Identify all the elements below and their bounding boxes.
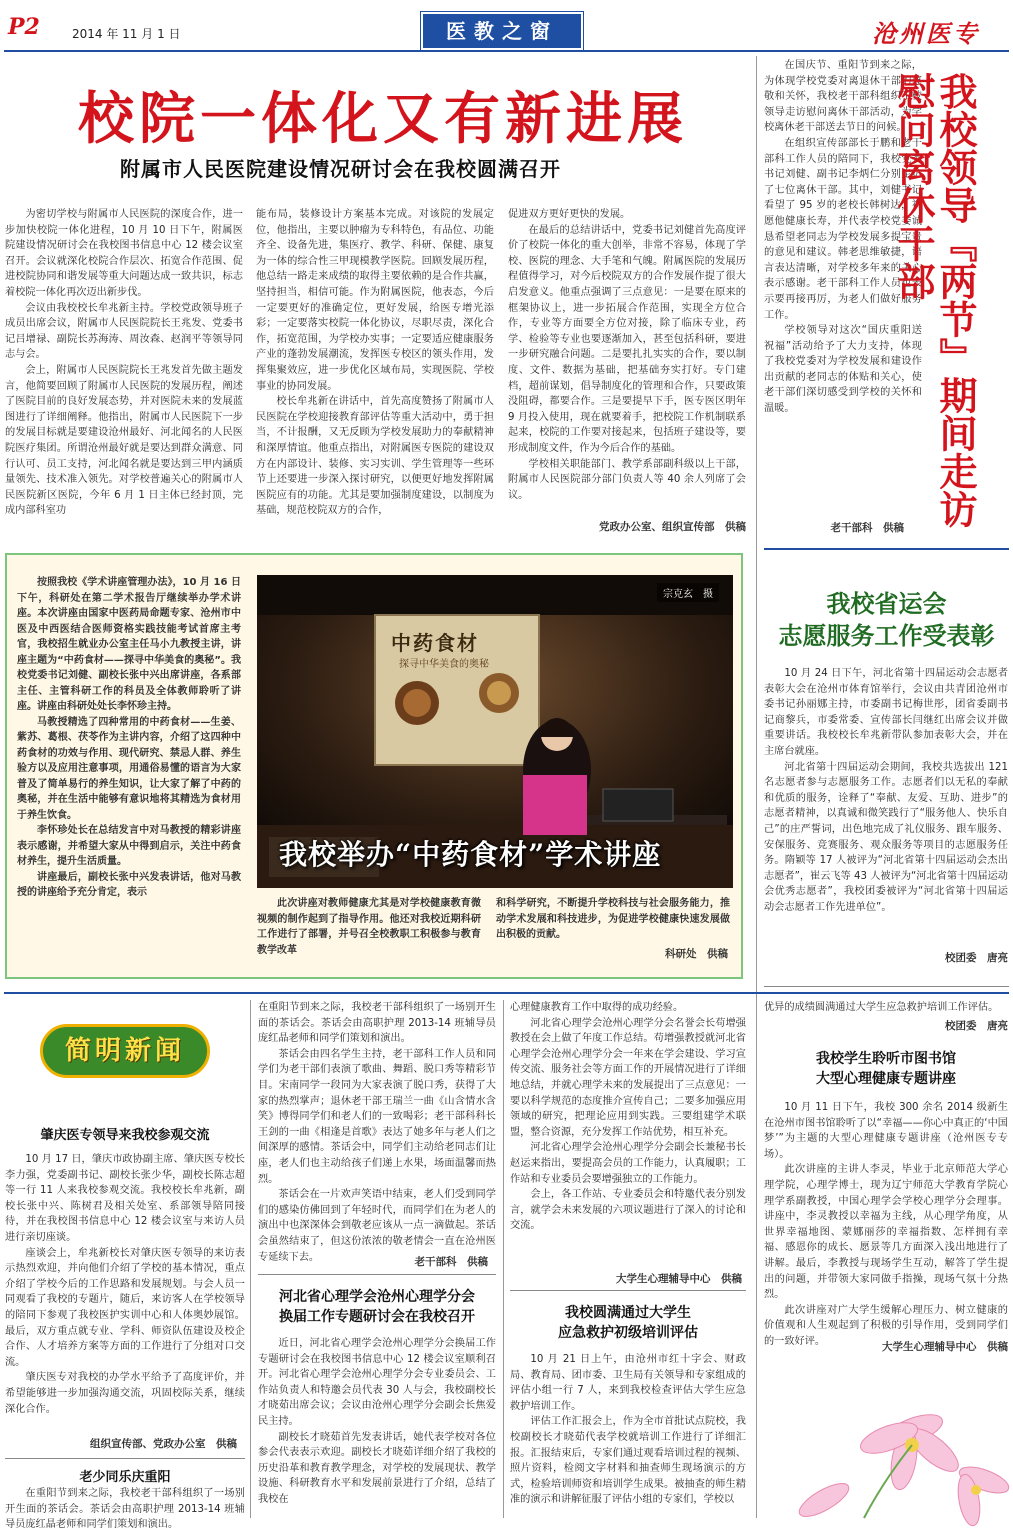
- lead-paragraph: 会上，附属市人民医院院长王兆发首先做主题发言，他简要回顾了附属市人民医院的发展历程，阐述了医院目前的良好发展态势，并对医院未来的发展蓝图进行了详细阐释。他指出，附属市人民医院下一步的发展目标就是要建设沧州最好、河北闻名的人民医院医疗集团。所谓沧州最好就是要达到群众满意、同行认可、员工支持，河北闻名就是要达到三甲内涵质量领先、技术准入领先。对学校普遍关心的附属市人民医院新区医院，今年 6 月 1 日主体已经封顶，完成内部科室功: [5, 364, 243, 517]
- sidebar-mid-headline-line2: 志愿服务工作受表彰: [778, 621, 995, 650]
- library-lecture-byline: 大学生心理辅导中心 供稿: [882, 1341, 1008, 1353]
- brief-item-1-text: [5, 1152, 245, 1434]
- feature-below-left: [257, 896, 481, 964]
- psych-society-paragraph: 副校长才晓茹首先发表讲话，她代表学校对各位参会代表表示欢迎。副校长才晓茹详细介绍了我校的历史沿革和教育教学理念，对学校的发展现状、教学设施、科研教育水平和发展前景进行了介绍，总结了我校在: [258, 1431, 496, 1505]
- col3-paragraph: 会上，各工作站、专业委员会和特邀代表分别发言，就学会未来发展的六项议题进行了深入的讨论和交流。: [510, 1189, 746, 1232]
- brief-paragraph: 肇庆医专对我校的办学水平给予了高度评价，并希望能够进一步加强沟通交流，巩固校际关系，继续深化合作。: [5, 1372, 245, 1415]
- photo-credit: 宗克玄 摄: [657, 583, 719, 602]
- psych-society-title-line1: 河北省心理学会沧州心理学分会: [279, 1289, 475, 1305]
- library-lecture-paragraph: 10 月 11 日下午，我校 300 余名 2014 级新生在沧州市图书馆聆听了以“幸福——你心中真正的‘中国梦’”为主题的大型心理健康专题讲座（沧州医专专场）。: [764, 1102, 1008, 1160]
- brief-paragraph: 座谈会上，牟兆新校长对肇庆医专领导的来访表示热烈欢迎，并向他们介绍了学校的基本情况，重点介绍了学校今后的工作思路和发展规划。与会人员一同观看了我校的专题片，随后，来访客人在学校领导的陪同下参观了我校医护实训中心和人体奥妙展馆。最后，双方重点就专业、学科、师资队伍建设及校企合作、人才培养方案等方面的工作进行了分组对口交流。: [5, 1247, 245, 1368]
- brief-item-1-byline: 组织宣传部、党政办公室 供稿: [90, 1438, 237, 1450]
- brief-paragraph: 10 月 17 日，肇庆市政协副主席、肇庆医专校长李力强，党委副书记、副校长张少华，副校长陈志超等一行 11 人来我校参观交流。我校校长牟兆新，副校长张中兴、陈树君及相关处室、系部领导陪同接待，并在我校图书信息中心 12 楼会议室与来访人员进行亲切座谈。: [5, 1154, 245, 1243]
- first-aid-text: [510, 1352, 746, 1518]
- sidebar-top-byline: 老干部科 供稿: [830, 522, 904, 534]
- library-lecture-paragraph: 此次讲座对广大学生缓解心理压力、树立健康的价值观和人生观起到了积极的引导作用，受到同学们的一致好评。: [764, 1304, 1008, 1347]
- bottom-col-divider-1: [250, 1000, 251, 1518]
- library-lecture-paragraph: 此次讲座的主讲人李灵，毕业于北京师范大学心理学院，心理学博士，现为辽宁师范大学教育学院心理学系副教授，中国心理学会学校心理学分会理事。讲座中，李灵教授以幸福为主线，从心理学角度，从世界幸福地图、蒙娜丽莎的幸福指数、怎样拥有幸福、感恩你的成长、愿景等几方面深入浅出地进行了讲解。最后，李教授与现场学生互动，解答了学生提出的问题，并带领大家同做手指操，现场气氛十分热烈。: [764, 1164, 1008, 1301]
- psych-society-paragraph: 近日，河北省心理学会沧州心理学分会换届工作专题研讨会在我校图书信息中心 12 楼会议室顺利召开。河北省心理学会沧州心理学分会专业委员会、工作站负责人和特邀会员代表 30 人与会，我校副校长才晓茹出席会议；会议由沧州心理学分会副会长焦爱民主持。: [258, 1338, 496, 1427]
- col3-paragraph: 河北省心理学会沧州心理学分会名誉会长苟增强教授在会上做了年度工作总结。苟增强教授就河北省心理学会沧州心理学分会一年来在学会建设、学习宣传交流、服务社会等方面工作的开展情况进行了详细地总结，并就心理学未来的发展提出了三点意见：一要以科学规范的态度推介宣传自己；二要多加强应用领域的研究，把理论应用到实践。三要组建学术联盟，整合资源，充分发挥工作站优势，相互补充。: [510, 1017, 746, 1138]
- page-number: P2: [8, 14, 40, 40]
- lead-paragraph: 校长牟兆新在讲话中，首先高度赞扬了附属市人民医院在学校迎接教育部评估等重大活动中，勇于担当，不计报酬，又无反顾为学校发展助力的奉献精神和深厚情谊。他重点指出，对附属医专医院的建设双方在内部设计、装修、实习实训、学生管理等一些环节上还要进一步深入探讨研究，以便更好地发挥附属医院应有的功能。尤其是要加强制度建设，以制度为基础，规范校院双方的合作，: [256, 396, 494, 517]
- brief-paragraph: 在重阳节到来之际，我校老干部科组织了一场别开生面的茶话会。茶话会由高职护理 2013-14 班辅导员庞红晶老师和同学们策划和演出。: [5, 1488, 245, 1531]
- first-aid-title-line1: 我校圆满通过大学生: [565, 1305, 691, 1321]
- library-lecture-title-line1: 我校学生聆听市图书馆: [816, 1051, 956, 1067]
- lead-headline: 校院一体化又有新进展: [78, 86, 688, 152]
- feature-byline: 科研处 供稿: [665, 948, 728, 960]
- sidebar-divider: [756, 56, 757, 1518]
- lead-subheadline: 附属市人民医院建设情况研讨会在我校圆满召开: [120, 157, 561, 181]
- column-3-divider: [510, 1290, 746, 1291]
- col3-paragraph: 心理健康教育工作中取得的成功经验。: [510, 1002, 684, 1013]
- lead-column-2: [256, 207, 494, 537]
- psych-society-text: [258, 1336, 496, 1518]
- bottom-section-rule: [4, 992, 1009, 994]
- library-lecture-title-line2: 大型心理健康专题讲座: [816, 1071, 956, 1087]
- column-2-divider: [258, 1274, 496, 1275]
- sidebar-mid-byline: 校团委 唐亮: [945, 952, 1008, 964]
- psych-society-title-line2: 换届工作专题研讨会在我校召开: [279, 1309, 475, 1325]
- col3-byline: 大学生心理辅导中心 供稿: [616, 1273, 742, 1285]
- brief-paragraph: 茶话会由四名学生主持，老干部科工作人员和同学们为老干部们表演了歌曲、舞蹈、脱口秀等精彩节目。宋南同学一段同为大家表演了脱口秀，获得了大家的热烈掌声；退休老干部王瑞兰一曲《山含情水含笑》博得同学们和老人们的一致喝彩；老干部科科长王剑的一曲《相逢是首歌》表达了她多年与老人们之间深厚的感情。茶话会中，同学们主动给老同志们让座，老人们也主动给孩子们递上水果，场面温馨而热烈。: [258, 1048, 496, 1185]
- brief-divider: [5, 1458, 245, 1459]
- sidebar-top-paragraph: 学校领导对这次“国庆重阳送祝福”活动给予了大力支持，体现了我校党委对为学校发展和建设作出贡献的老同志的体贴和关心，使老干部们深切感受到学校的关怀和温暖。: [764, 325, 922, 415]
- first-aid-title-line2: 应急救护初级培训评估: [558, 1325, 698, 1341]
- screen-title: 中药食材: [391, 631, 479, 655]
- brief-paragraph: 茶话会在一片欢声笑语中结束，老人们受到同学们的感染仿佛回到了年轻时代，而同学们在为老人的演出中也深深体会到敬老应该从一点一滴做起。茶话会虽然结束了，但这份浓浓的敬老情会一直在沧州医专延续下去。: [258, 1189, 496, 1263]
- brief-paragraph: 在重阳节到来之际，我校老干部科组织了一场别开生面的茶话会。茶话会由高职护理 2013-14 班辅导员庞红晶老师和同学们策划和演出。: [258, 1002, 496, 1045]
- brief-news-badge: [40, 1024, 210, 1078]
- first-aid-paragraph: 10 月 21 日上午，由沧州市红十字会、财政局、教育局、团市委、卫生局有关领导和专家组成的评估小组一行 7 人，来到我校检查评估大学生应急救护培训工作。: [510, 1354, 746, 1412]
- section-banner: [421, 12, 583, 50]
- photo-caption: 我校举办“中药食材”学术讲座: [279, 838, 662, 871]
- sidebar-rule-bottom: [764, 986, 1009, 987]
- lead-byline: 党政办公室、组织宣传部 供稿: [599, 521, 746, 533]
- col3-paragraph: 河北省心理学会沧州心理学分会副会长兼秘书长赵运来指出，要提高会员的工作能力，认真履职；工作站和专业委员会要增强独立的工作能力。: [510, 1142, 746, 1185]
- sidebar-rule-top: [764, 548, 1009, 550]
- feature-paragraph: 马教授精选了四种常用的中药食材——生姜、紫苏、葛根、茯苓作为主讲内容，介绍了这四种中药食材的功效与作用、现代研究、禁忌人群、养生验方以及应用注意事项，用通俗易懂的语言为大家普及了简单易行的养生知识，让大家了解了中药的奥秘，并在生活中能够有意识地将其精选为食材用于养生饮食。: [17, 716, 241, 821]
- bottom-column-3-top: [510, 1000, 746, 1270]
- feature-paragraph: 和科学研究，不断提升学校科技与社会服务能力，推动学术发展和科技进步，为促进学校健康快速发展做出积极的贡献。: [496, 898, 730, 940]
- sidebar-top-headline: 我校领导『两节』期间走访慰问离休干部: [891, 72, 978, 528]
- feature-paragraph: 讲座最后，副校长张中兴发表讲话，他对马教授的讲座给予充分肯定，表示: [17, 871, 241, 898]
- feature-below-right: [496, 896, 730, 944]
- sidebar-top-paragraph: 在国庆节、重阳节到来之际，为体现学校党委对离退休干部的尊敬和关怀，我校老干部科组织了校领导走访慰问离休干部活动，为学校离休老干部送去节日的问候。: [764, 60, 922, 134]
- feature-column: [17, 575, 241, 957]
- issue-date: 2014 年 11 月 1 日: [72, 27, 181, 41]
- sidebar-mid-headline-line1: 我校省运会: [826, 589, 947, 618]
- section-title: 医教之窗: [446, 19, 558, 43]
- brand-name: 沧州医专: [872, 19, 980, 48]
- bottom-col-divider-2: [503, 1000, 504, 1518]
- masthead-rule: [4, 50, 1009, 52]
- col4-top-byline: 校团委 唐亮: [945, 1020, 1008, 1032]
- masthead: [0, 0, 1013, 50]
- lead-column-3: [508, 207, 746, 517]
- feature-paragraph: 此次讲座对教师健康尤其是对学校健康教育微视频的制作起到了指导作用。他还对我校近期科研工作进行了部署，并号召全校教职工积极参与教育教学改革: [257, 898, 481, 956]
- lead-column-1: [5, 207, 243, 537]
- first-aid-paragraph: 评估工作汇报会上，作为全市首批试点院校，我校副校长才晓茹代表学校就培训工作进行了详细汇报。汇报结束后，专家们通过观看培训过程的视频、照片资料，检阅文字材料和抽查师生现场演示的方式，检验培训师资和培训学生成果。被抽查的师生精准的演示和讲解征服了评估小组的专家们，学校以: [510, 1416, 746, 1506]
- flower-icon: [764, 1360, 1013, 1518]
- lead-paragraph: 促进双方更好更快的发展。: [508, 209, 631, 220]
- flower-decoration: [764, 1360, 1013, 1518]
- sidebar-mid-paragraph: 河北省第十四届运动会期间，我校共选拔出 121 名志愿者参与志愿服务工作。志愿者们以无私的奉献和优质的服务，诠释了“奉献、友爱、互助、进步”的志愿者精神，以真诚和微笑践行了“服务他人、快乐自己”的庄严誓词，出色地完成了礼仪服务、跟车服务、安保服务、竞赛服务、观众服务等项目的志愿服务任务。隋颖等 17 人被评为“河北省第十四届运动会杰出志愿者”，崔云飞等 43 人被评为“河北省第十四届运动会优秀志愿者”，我校团委被评为“河北省第十四届运动会志愿者工作先进单位”。: [764, 761, 1008, 913]
- lead-paragraph: 学校相关职能部门、教学系部副科级以上干部，附属市人民医院部分部门负责人等 40 余人列席了会议。: [508, 458, 746, 501]
- brief-item-2-text: [5, 1486, 245, 1531]
- brief-item-2-byline: 老干部科 供稿: [414, 1256, 488, 1268]
- feature-paragraph: 李怀珍处长在总结发言中对马教授的精彩讲座表示感谢，并希望大家从中得到启示，关注中药食材养生，提升生活质量。: [17, 825, 241, 867]
- sidebar-top-paragraph: 在组织宣传部部长于鹏和老干部科工作人员的陪同下，我校党委书记刘健、副书记李炳仁分别走访了七位离休干部。其中，刘健书记看望了 95 岁的老校长韩树达，祝愿他健康长寿，并代表学校党委诚恳希望老同志为学校发展多提宝贵的意见和建议。韩老思维敏捷，语言表达清晰，对学校多年来的关心表示感谢。老干部科工作人员也表示要再接再厉，为老人们做好服务工作。: [764, 137, 922, 321]
- feature-paragraph: 按照我校《学术讲座管理办法》，10 月 16 日下午，科研处在第二学术报告厅继续举办学术讲座。本次讲座由国家中医药局命题专家、沧州市中医及中西医结合医师资格实践技能考试首席主考官，我校招生就业办公室主任马小九教授主讲，讲座主题为“中药食材——探寻中华美食的奥秘”。我校党委书记刘健、副校长张中兴出席讲座，各系部主任、主管科研工作的科员及全体教师聆听了讲座。讲座由科研处处长李怀珍主持。: [17, 577, 241, 712]
- sidebar-mid-text: [764, 666, 1008, 948]
- lead-paragraph: 为密切学校与附属市人民医院的深度合作，进一步加快校院一体化进程，10 月 10 日下午，附属医院建设情况研讨会在我校图书信息中心 12 楼会议室召开。会议就深化校院合作层次、拓宽合作范围、促进校院协同和谐发展等重大问题达成一致共识，标志着校院一体化再次迈出新步伐。: [5, 209, 243, 298]
- brief-item-1-title: 肇庆医专领导来我校参观交流: [40, 1128, 210, 1143]
- sidebar-mid-paragraph: 10 月 24 日下午，河北省第十四届运动会志愿者表彰大会在沧州市体育馆举行，会议由共青团沧州市委书记孙丽娜主持，市委副书记梅世彤，团省委副书记商黎兵，市委常委、宣传部长闫继红出席会议并做重要讲话。我校校长牟兆新带队参加表彰大会，并在主席台就座。: [764, 668, 1008, 757]
- screen-subtitle: 探寻中华美食的奥秘: [399, 659, 489, 670]
- lead-paragraph: 在最后的总结讲话中，党委书记刘健首先高度评价了校院一体化的重大创举，非常不容易，体现了学校、医院的理念、大手笔和气魄。附属医院的发展历程值得学习，对今后校院双方的合作发展作提了很大启发意义。他重点强调了三点意见：一是要在原来的框架协议上，进一步拓展合作范围，实现全方位合作，专业等方面要全方位对接，除了临床专业，药学、检验等专业也要逐渐加入，甚至包括科研，要进一步研究融合问题。二是要扎扎实实的合作，要以制度、文件、数据为基础，把基础夯实打好。专门建档，超前谋划，倡导制度化的管理和合作，只要政策没阻碍，都要合作。三是要提早下手，医专医区明年 9 月投入使用，现在就要着手，把校院工作机制联系起来，校院的工作要对接起来，包括班子建设等，要形成制度文件，作为今后合作的基础。: [508, 224, 746, 454]
- lecture-photo: [257, 575, 733, 888]
- brief-news-label: 简明新闻: [64, 1036, 185, 1066]
- brief-item-2-title: 老少同乐庆重阳: [79, 1470, 171, 1485]
- lead-paragraph: 能布局，装修设计方案基本完成。对该院的发展定位，他指出，主要以肿瘤为专科特色，有品位、功能齐全、设备先进，集医疗、教学、科研、保健、康复为一体的综合性三甲现模教学医院。回顾发展历程，他总结一路走来成绩的取得主要依赖的是合作共赢，坚持担当，相信可能。作为附属医院，他表态，今后一定要更好的准确定位，更好发展，给医专增光添彩；一定要落实校院一体化协议，尽职尽责，深化合作，拓宽范围，为学校办实事；一定要适应健康服务产业的蓬勃发展潮流，发挥医专校区的领头作用，发挥集聚效应，进一步优化区域布局，实现医院、学校事业的协同发展。: [256, 209, 494, 392]
- col4-paragraph: 优异的成绩圆满通过大学生应急救护培训工作评估。: [764, 1002, 999, 1013]
- lead-paragraph: 会议由我校校长牟兆新主持。学校党政领导班子成员出席会议，附属市人民医院院长王兆发、党委书记吕增禄、副院长苏海涛、周汝森、赵润平等领导同志与会。: [5, 302, 243, 361]
